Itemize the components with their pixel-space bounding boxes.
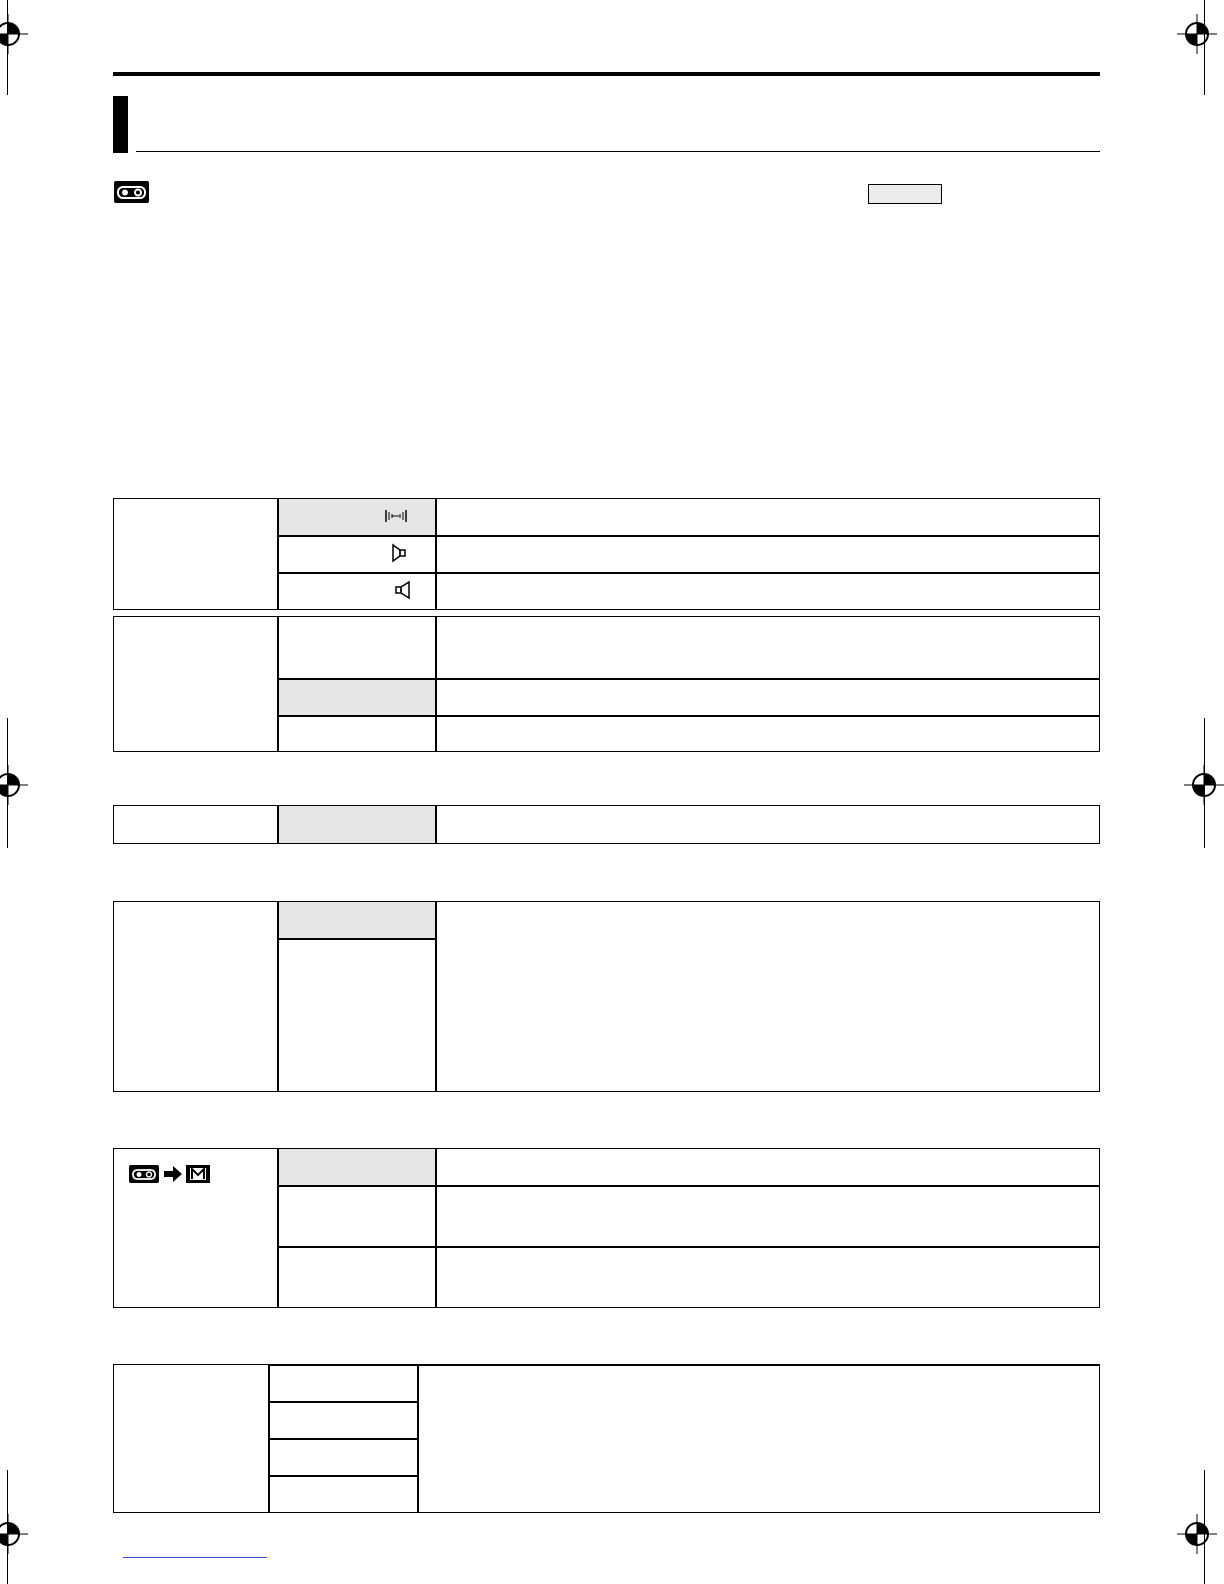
speaker-wide-icon [390, 543, 410, 568]
table-divider [435, 902, 437, 1091]
wind-filter-icon [384, 508, 408, 529]
selected-option-shade [279, 902, 435, 939]
crop-line [7, 0, 8, 95]
row-divider [279, 1246, 1099, 1248]
registration-mark-bottom-left [0, 1514, 28, 1554]
section-title-bar [113, 96, 128, 153]
registration-mark-mid-left [0, 765, 28, 805]
manual-mode-icon [186, 1165, 210, 1188]
header-rule [113, 72, 1100, 76]
registration-mark-top-left [0, 14, 28, 54]
row-divider [279, 715, 1099, 717]
row-divider [270, 1401, 417, 1403]
selected-option-shade [279, 499, 435, 536]
tape-mode-icon [114, 181, 149, 203]
table-divider [435, 1149, 437, 1307]
crop-line [1204, 718, 1205, 848]
speaker-narrow-icon [394, 580, 414, 605]
table-divider [435, 806, 437, 843]
table-3 [113, 805, 1100, 844]
arrow-right-icon [163, 1165, 183, 1188]
table-1 [113, 498, 1100, 610]
table-divider [435, 499, 437, 609]
selected-option-shade [279, 1149, 435, 1186]
table-top-border [268, 1364, 1099, 1366]
row-divider [279, 572, 1099, 574]
table-2 [113, 616, 1100, 752]
table-6 [113, 1364, 1100, 1513]
table-5 [113, 1148, 1100, 1308]
selected-option-shade [279, 806, 435, 843]
table-divider [417, 1365, 419, 1512]
row-divider [279, 938, 435, 940]
selected-option-shade [279, 680, 435, 715]
crop-line [7, 1470, 8, 1584]
registration-mark-top-right [1177, 14, 1217, 54]
section-title-rule [136, 151, 1100, 152]
table-divider [435, 617, 437, 751]
table-4 [113, 901, 1100, 1092]
row-divider [279, 535, 1099, 537]
crop-line [1204, 0, 1205, 95]
crop-line [1204, 1470, 1205, 1584]
row-divider [279, 1185, 1099, 1187]
footer-link-underline[interactable] [123, 1557, 267, 1558]
row-divider [270, 1475, 417, 1477]
row-divider [270, 1438, 417, 1440]
crop-line [7, 718, 8, 848]
registration-mark-bottom-right [1177, 1514, 1217, 1554]
mode-badge [868, 184, 942, 204]
tape-mode-icon [129, 1165, 159, 1188]
